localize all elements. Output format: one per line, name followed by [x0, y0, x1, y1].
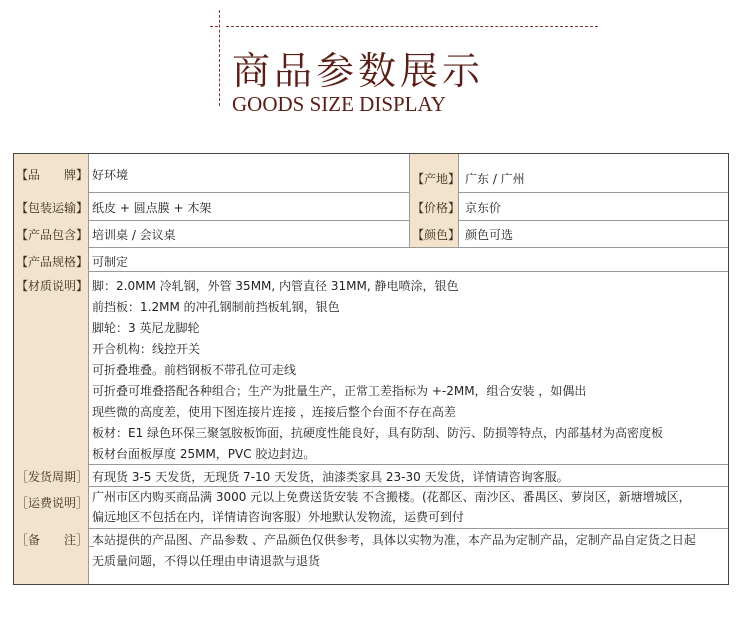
spec-value-color: 颜色可选: [465, 228, 514, 242]
spec-label-packaging: 【包装运输】: [14, 192, 89, 220]
spec-row-brand: [14, 154, 728, 193]
spec-label-price: 【价格】: [409, 192, 459, 220]
spec-value-size: 可制定: [92, 255, 129, 269]
spec-value-delivery: 有现货 3-5 天发货，无现货 7-10 天发货，油漆类家具 23-30 天发货，详情请咨询客服。: [92, 470, 569, 484]
spec-row-packaging: [14, 192, 728, 221]
shipping-line: 广州市区内购买商品满 3000 元以上免费送货安装 不含搬楼。(花都区、南沙区、番禺区、萝岗区，新塘增城区，: [92, 490, 691, 504]
page-subtitle: GOODS SIZE DISPLAY: [232, 92, 446, 116]
spec-label-origin: 【产地】: [409, 154, 459, 192]
page-header: [0, 0, 750, 150]
material-line: 脚轮：3 英尼龙脚轮: [92, 321, 200, 335]
spec-label-brand: 【品 牌】: [14, 154, 89, 192]
spec-row-size: [14, 247, 728, 272]
spec-value-price: 京东价: [465, 201, 502, 215]
spec-label-color: 【颜色】: [409, 220, 459, 247]
spec-row-notes: [14, 528, 728, 584]
material-line: 可折叠堆叠。前档钢板不带孔位可走线: [92, 363, 297, 377]
notes-line: 本站提供的产品图、产品参数 、产品颜色仅供参考，具体以实物为准，本产品为定制产品，定制产品自定货之日起: [92, 533, 696, 547]
header-dashed-line-right: [226, 26, 598, 27]
material-line: 可折叠可堆叠搭配各种组合；生产为批量生产，正常工差指标为 +-2MM，组合安装 ，如偶出: [92, 384, 587, 398]
material-line: 开合机构：线控开关: [92, 342, 201, 356]
header-dashed-line-vertical: [219, 10, 220, 106]
spec-value-brand: 好环境: [92, 168, 129, 182]
spec-row-includes: [14, 220, 728, 248]
material-line: 板材：E1 绿色环保三聚氢胺板饰面，抗硬度性能良好，具有防刮、防污、防损等特点，内部基材为高密度板: [92, 426, 664, 440]
spec-label-size: 【产品规格】: [14, 247, 89, 271]
spec-label-notes: ［备 注］: [14, 528, 89, 584]
material-line: 板材台面板厚度 25MM，PVC 胶边封边。: [92, 447, 316, 461]
spec-value-packaging: 纸皮 + 圆点膜 + 木架: [92, 201, 212, 215]
material-line: 前挡板：1.2MM 的冲孔钢制前挡板轧钢，银色: [92, 300, 340, 314]
spec-label-includes: 【产品包含】: [14, 220, 89, 247]
spec-label-shipping: ［运费说明］: [14, 486, 89, 528]
spec-label-delivery: ［发货周期］: [14, 464, 89, 486]
spec-value-origin: 广东 / 广州: [465, 172, 525, 186]
material-line: 现些微的高度差，使用下图连接片连接 ，连接后整个台面不存在高差: [92, 405, 456, 419]
spec-row-material: [14, 271, 728, 465]
spec-value-includes: 培训桌 / 会议桌: [92, 228, 176, 242]
page-title: 商品参数展示: [232, 49, 485, 93]
spec-table: [13, 153, 729, 585]
material-line: 脚：2.0MM 冷轧钢，外管 35MM, 内管直径 31MM, 静电喷涂，银色: [92, 279, 459, 293]
spec-row-shipping: [14, 486, 728, 529]
spec-label-material: 【材质说明】: [14, 271, 89, 464]
shipping-line: 偏远地区不包括在内，详情请咨询客服）外地默认发物流，运费可到付: [92, 510, 465, 524]
spec-row-delivery: [14, 464, 728, 487]
notes-line: 无质量问题，不得以任理由申请退款与退货: [92, 554, 321, 568]
header-dashed-line-left: [210, 26, 218, 27]
